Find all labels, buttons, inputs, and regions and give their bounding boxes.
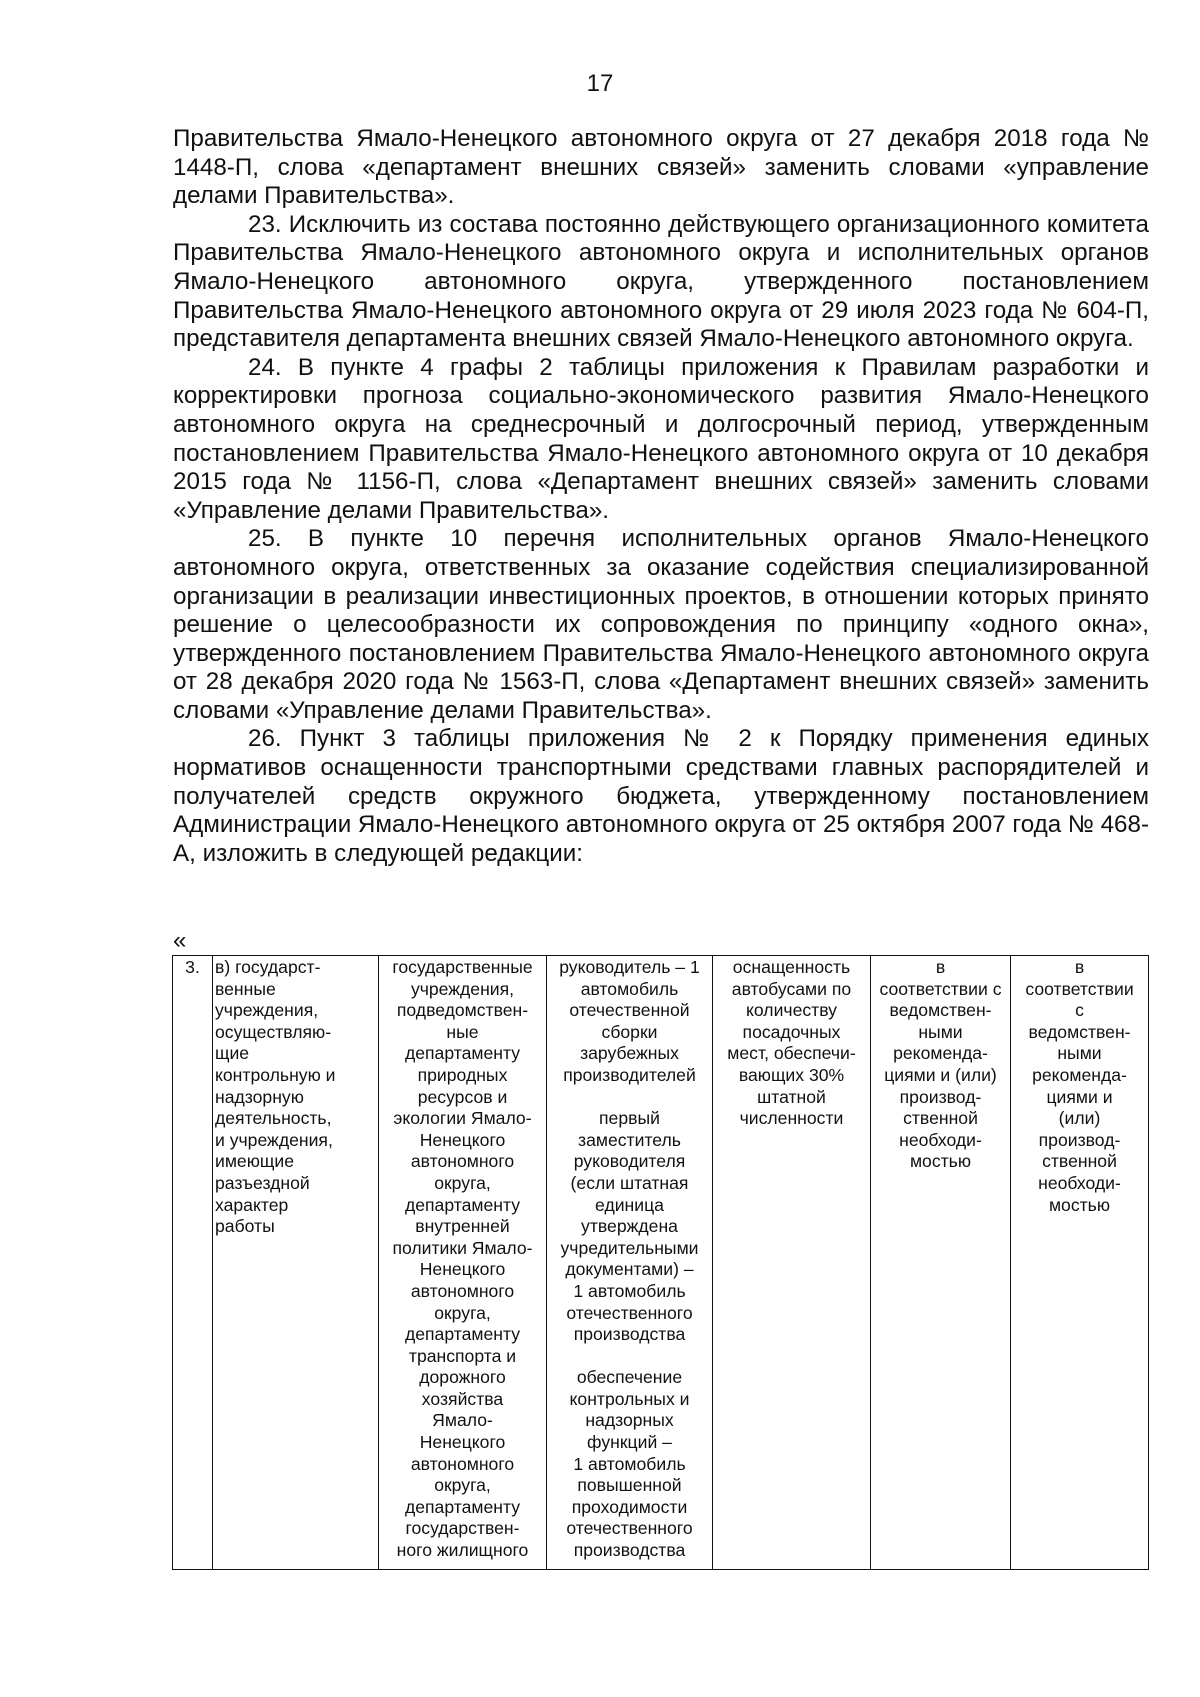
opening-quote-mark: « [173, 927, 187, 954]
paragraph-23: 23. Исключить из состава постоянно действующего организационного комитета Правительства Ямало-Ненецкого автономного округа и исполнительных органов Ямало-Ненецкого автономного округа, утвержденного постановлением Правительства Ямало-Ненецкого автономного округа от 29 июля 2023 года № 604-П, представителя департамента внешних связей Ямало-Ненецкого автономного округа. [173, 210, 1149, 353]
paragraph-26: 26. Пункт 3 таблицы приложения № 2 к Порядку применения единых нормативов оснащенности транспортными средствами главных распорядителей и получателей средств окружного бюджета, утвержденному постановлением Администрации Ямало-Ненецкого автономного округа от 25 октября 2007 года № 468-А, изложить в следующей редакции: [173, 725, 1150, 867]
table-cell-category: в) государст- венные учреждения, осуществляю- щие контрольную и надзорную деятельность, и учреждения, имеющие разъездной характер работы [213, 956, 379, 1570]
table-cell-institutions: государственные учреждения, подведомствен- ные департаменту природных ресурсов и экологии Ямало- Ненецкого автономного округа, департаменту внутренней политики Ямало- Ненецкого автономного округа, департаменту транспорта и дорожного хозяйства Ямало- Ненецкого автономного округа, департаменту государствен- ного жилищного [379, 956, 547, 1570]
table-cell-number: 3. [173, 956, 213, 1570]
table-cell-recommendation-2: в соответствии с ведомствен- ными рекоменда- циями и (или) производ- ственной необходи- мостью [1011, 956, 1149, 1570]
paragraph-continuation: Правительства Ямало-Ненецкого автономного округа от 27 декабря 2018 года № 1448-П, слова «департамент внешних связей» заменить словами «управление делами Правительства». [173, 125, 1149, 210]
table-cell-recommendation-1: в соответствии с ведомствен- ными рекоменда- циями и (или) производ- ственной необходи- мостью [871, 956, 1011, 1570]
table-row [173, 956, 1149, 1570]
page-number: 17 [586, 70, 614, 97]
paragraph-24: 24. В пункте 4 графы 2 таблицы приложения к Правилам разработки и корректировки прогноза социально-экономического развития Ямало-Ненецкого автономного округа на среднесрочный и долгосрочный период, утвержденным постановлением Правительства Ямало-Ненецкого автономного округа от 10 декабря 2015 года № 1156-П, слова «Департамент внешних связей» заменить словами «Управление делами Правительства». [173, 353, 1149, 524]
table-cell-cars-norm: руководитель – 1 автомобиль отечественной сборки зарубежных производителей первый заместитель руководителя (если штатная единица утверждена учредительными документами) – 1 автомобиль отечественного производства обеспечение контрольных и надзорных функций – 1 автомобиль повышенной проходимости отечественного производства [547, 956, 713, 1570]
document-body [173, 125, 1149, 868]
table-cell-buses-norm: оснащенность автобусами по количеству посадочных мест, обеспечи- вающих 30% штатной численности [713, 956, 871, 1570]
paragraph-25: 25. В пункте 10 перечня исполнительных органов Ямало-Ненецкого автономного округа, ответственных за оказание содействия специализированной организации в реализации инвестиционных проектов, в отношении которых принято решение о целесообразности их сопровождения по принципу «одного окна», утвержденного постановлением Правительства Ямало-Ненецкого автономного округа от 28 декабря 2020 года № 1563-П, слова «Департамент внешних связей» заменить словами «Управление делами Правительства». [173, 525, 1149, 724]
vehicle-norms-table [172, 955, 1149, 1570]
